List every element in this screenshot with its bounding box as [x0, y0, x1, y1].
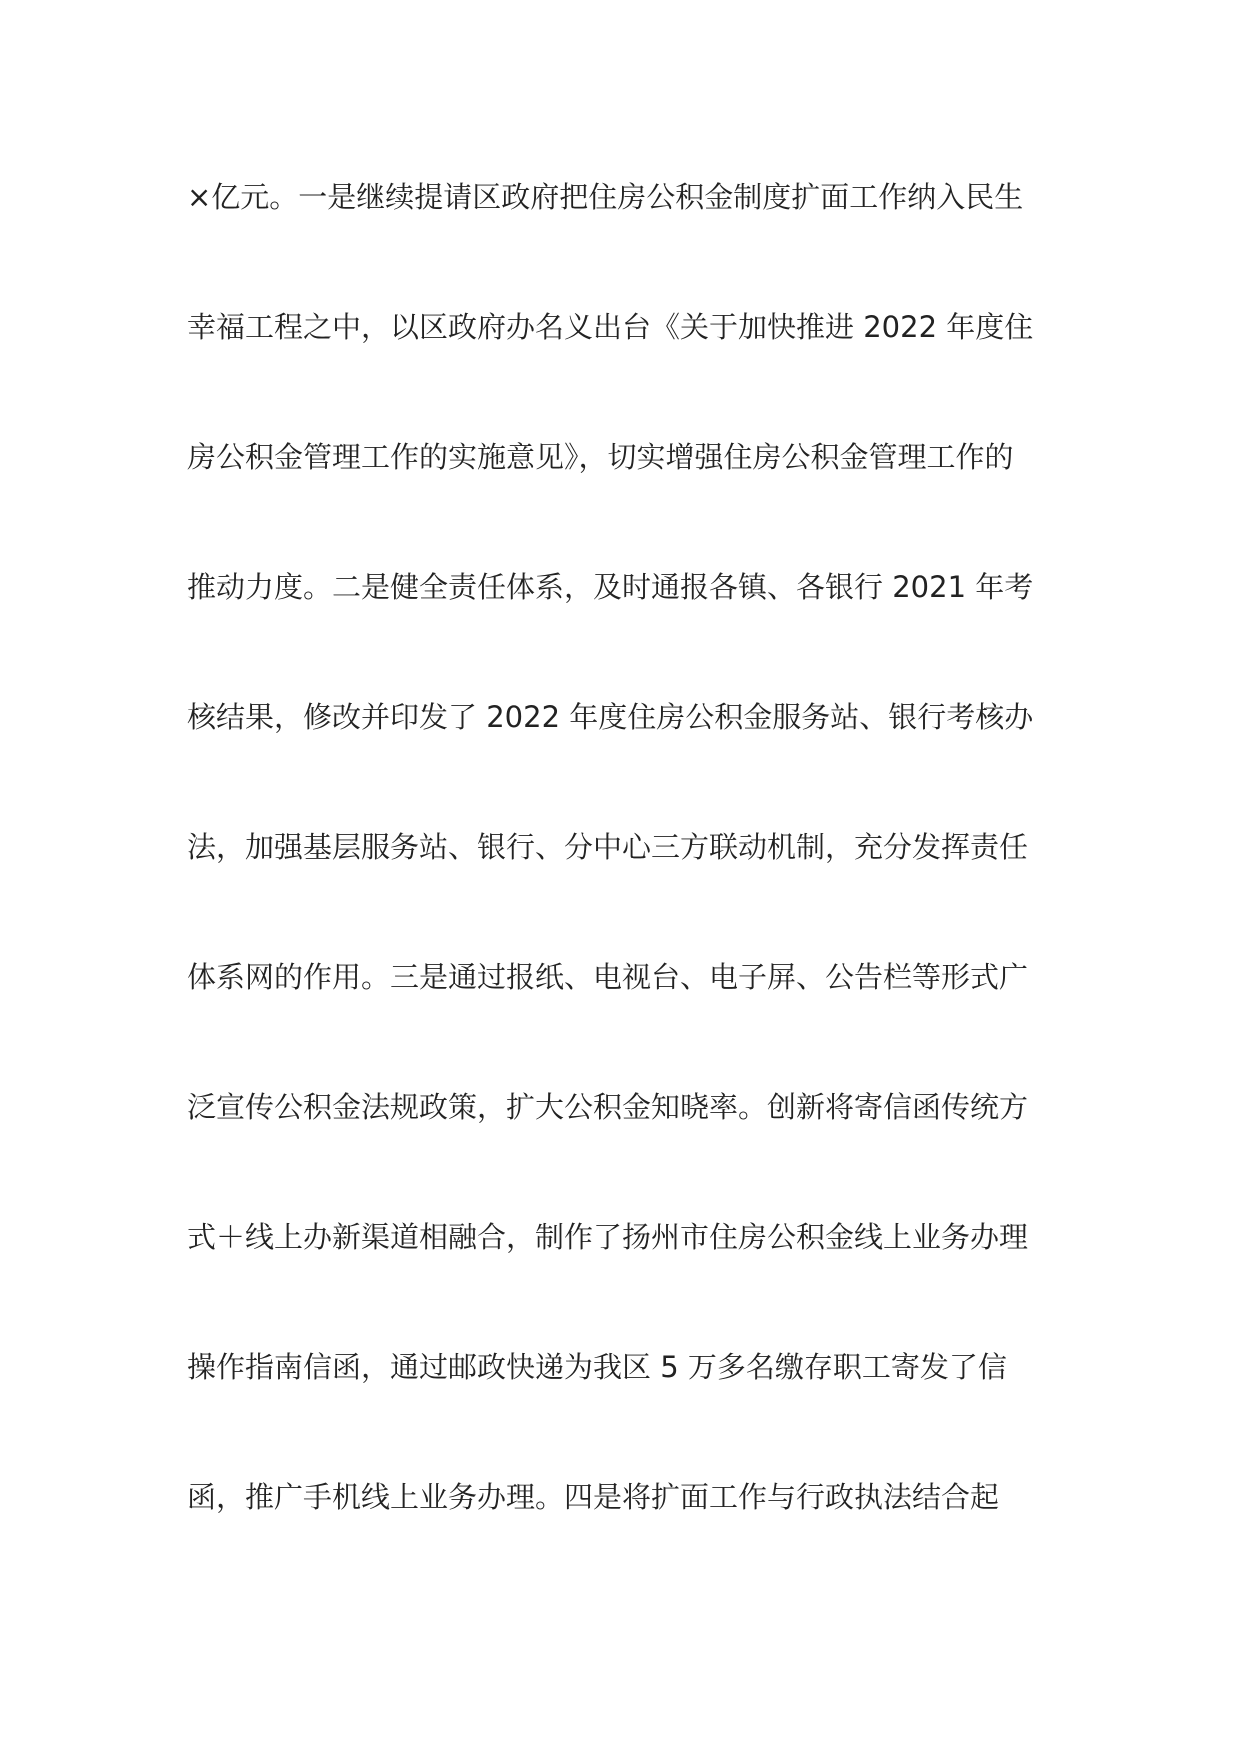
text-line: 推动力度。二是健全责任体系，及时通报各镇、各银行 2021 年考 — [187, 570, 1034, 604]
body-text — [187, 165, 1067, 1595]
text-line: 泛宣传公积金法规政策，扩大公积金知晓率。创新将寄信函传统方 — [187, 1090, 1029, 1124]
text-line: 操作指南信函，通过邮政快递为我区 5 万多名缴存职工寄发了信 — [187, 1350, 1007, 1384]
text-line: 法，加强基层服务站、银行、分中心三方联动机制，充分发挥责任 — [187, 830, 1029, 864]
text-line: 函，推广手机线上业务办理。四是将扩面工作与行政执法结合起 — [187, 1480, 1000, 1514]
text-line: 式＋线上办新渠道相融合，制作了扬州市住房公积金线上业务办理 — [187, 1220, 1029, 1254]
text-line: 核结果，修改并印发了 2022 年度住房公积金服务站、银行考核办 — [187, 700, 1034, 734]
text-line: 体系网的作用。三是通过报纸、电视台、电子屏、公告栏等形式广 — [187, 960, 1029, 994]
text-line: 幸福工程之中，以区政府办名义出台《关于加快推进 2022 年度住 — [187, 310, 1034, 344]
text-line: ×亿元。一是继续提请区政府把住房公积金制度扩面工作纳入民生 — [187, 180, 1024, 214]
text-line: 房公积金管理工作的实施意见》，切实增强住房公积金管理工作的 — [187, 440, 1014, 474]
